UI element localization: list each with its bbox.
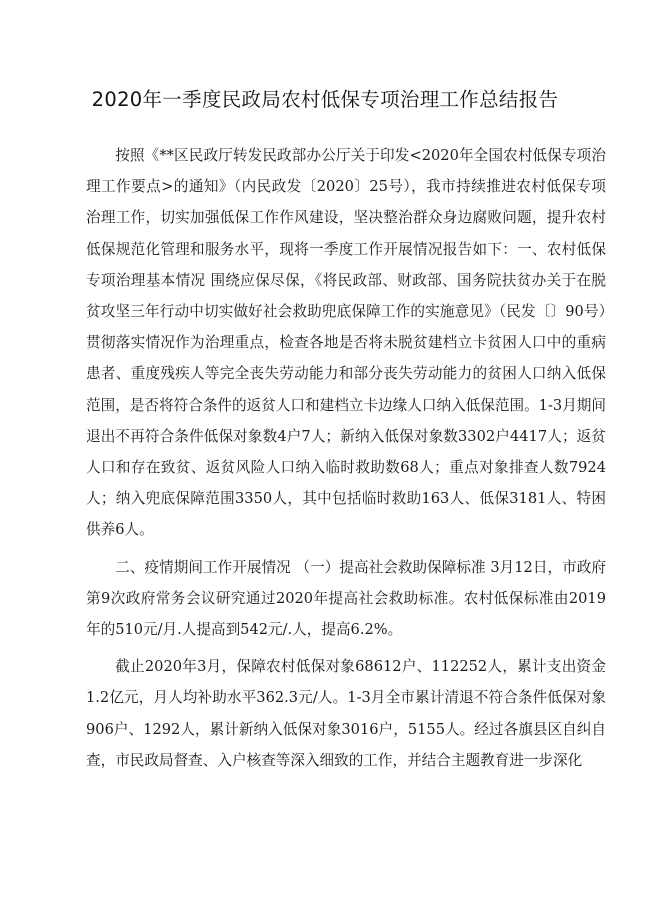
- document-title: 2020年一季度民政局农村低保专项治理工作总结报告: [91, 88, 559, 111]
- paragraph-2: 二、疫情期间工作开展情况 （一）提高社会救助保障标准 3月12日，市政府第9次政府常务会议研究通过2020年提高社会救助标准。农村低保标准由2019年的510元/月.人提高到542元/.人，提高6.2%。: [86, 558, 606, 639]
- document-body: [86, 140, 606, 776]
- paragraph-3: 截止2020年3月，保障农村低保对象68612户、112252人，累计支出资金1.2亿元，月人均补助水平362.3元/人。1-3月全市累计清退不符合条件低保对象906户、1292人，累计新纳入低保对象3016户，5155人。经过各旗县区自纠自查，市民政局督查、入户核查等深入细致的工作，并结合主题教育进一步深化: [86, 658, 606, 769]
- paragraph-1: 按照《**区民政厅转发民政部办公厅关于印发<2020年全国农村低保专项治理工作要点>的通知》（内民政发〔2020〕25号），我市持续推进农村低保专项治理工作，切实加强低保工作作风建设，坚决整治群众身边腐败问题，提升农村低保规范化管理和服务水平，现将一季度工作开展情况报告如下：一、农村低保专项治理基本情况 围绕应保尽保，《将民政部、财政部、国务院扶贫办关于在脱贫攻坚三年行动中切实做好社会救助兜底保障工作的实施意见》（民发〔〕90号）贯彻落实情况作为治理重点，检查各地是否将未脱贫建档立卡贫困人口中的重病患者、重度残疾人等完全丧失劳动能力和部分丧失劳动能力的贫困人口纳入低保范围，是否将符合条件的返贫人口和建档立卡边缘人口纳入低保范围。1-3月期间退出不再符合条件低保对象数4户7人；新纳入低保对象数3302户4417人；返贫人口和存在致贫、返贫风险人口纳入临时救助数68人；重点对象排查人数7924人；纳入兜底保障范围3350人，其中包括临时救助163人、低保3181人、特困供养6人。: [86, 147, 606, 539]
